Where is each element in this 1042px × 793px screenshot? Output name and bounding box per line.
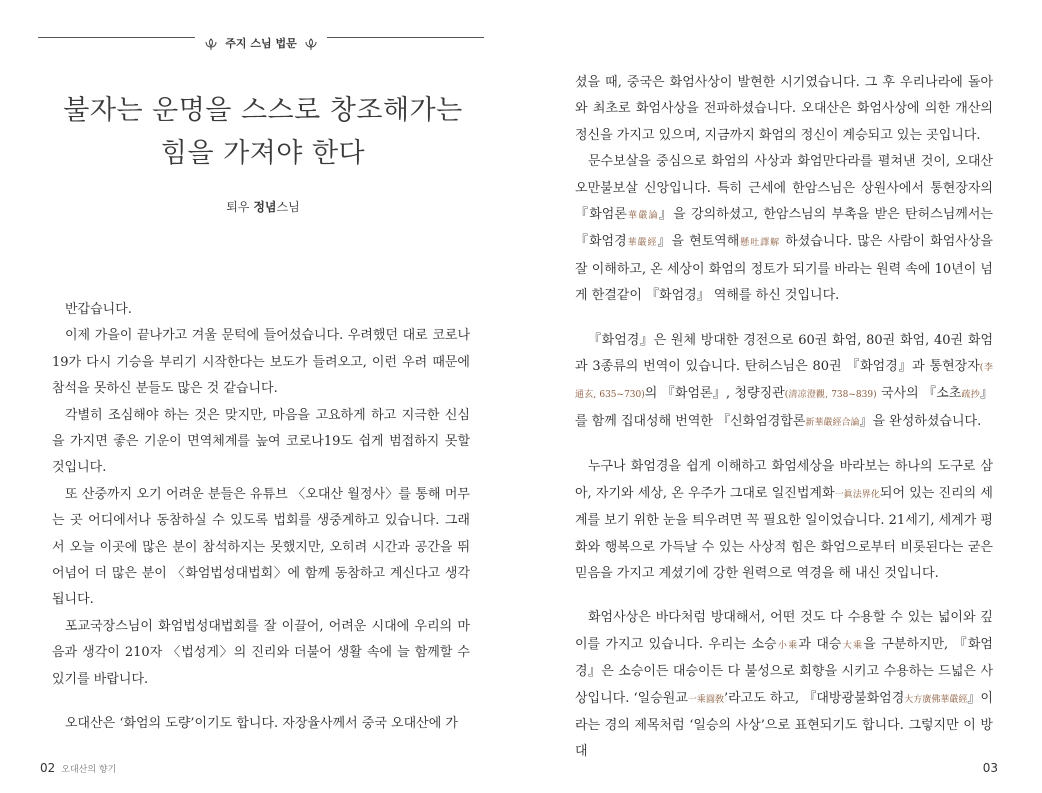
hanja-annotation: 一乘圓敎 [687,694,724,705]
paragraph: 또 산중까지 오기 어려운 분들은 유튜브 〈오대산 월정사〉를 통해 머무는 곳 어디에서나 동참하실 수 있도록 법회를 생중계하고 있습니다. 그래서 오늘 이곳에 많은 분이 참석하지는 못했지만, 오히려 시간과 공간을 뛰어넘어 더 많은 분이 〈화엄법성대법회〉에 함께 동참하고 계신다고 생각됩니다. [52,486,470,608]
left-page-number: 02 [40,761,56,775]
lotus-icon [305,38,317,50]
hanja-annotation: 懸吐譯解 [739,238,781,249]
right-folio [983,757,998,776]
left-body-text [52,297,470,738]
right-body-text [575,70,993,766]
section-label: 주지 스님 법문 [225,37,297,50]
hanja-annotation: (淸凉澄觀, 738~839) [784,390,877,401]
hanja-annotation: 小乘 [776,640,799,651]
right-page [521,0,1042,793]
byline [40,198,486,215]
lotus-icon [205,38,217,50]
article-title-line-1: 불자는 운명을 스스로 창조해가는 [63,95,463,126]
hanja-annotation: 大方廣佛華嚴經 [904,694,968,705]
paragraph: 반갑습니다. [65,302,132,317]
paragraph: 『화엄경』은 원체 방대한 경전으로 60권 화엄, 80권 화엄, 40권 화엄과 3종류의 번역이 있습니다. 탄허스님은 80권 『화엄경』과 통현장자(李通玄, 635~730)의 『화엄론』, 청량징관(淸凉澄觀, 738~839) 국사의 『소초疏抄』를 함께 집대성해 번역한 『신화엄경합론新華嚴經合論』을 완성하셨습니다. [575,332,994,429]
byline-suffix: 스님 [276,200,300,214]
hanja-annotation: 疏抄 [961,390,980,401]
paragraph: 각별히 조심해야 하는 것은 맞지만, 마음을 고요하게 하고 지극한 신심을 가지면 좋은 기운이 면역체계를 높여 코로나19도 쉽게 범접하지 못할 것입니다. [52,407,470,476]
right-page-number: 03 [982,761,998,775]
paragraph: 셨을 때, 중국은 화엄사상이 발현한 시기였습니다. 그 후 우리나라에 돌아와 최초로 화엄사상을 전파하셨습니다. 오대산은 화엄사상에 의한 개산의 정신을 가지고 있으며, 지금까지 화엄의 정신이 계승되고 있는 곳입니다. [575,75,993,143]
byline-prefix: 퇴우 [226,200,250,214]
paragraph: 누구나 화엄경을 쉽게 이해하고 화엄세상을 바라보는 하나의 도구로 삼아, 자기와 세상, 온 우주가 그대로 일진법계화一眞法界化되어 있는 진리의 세계를 보기 위한 눈을 틔우려면 꼭 필요한 일이었습니다. 21세기, 세계가 평화와 행복으로 가득날 수 있는 사상적 힘은 화엄으로부터 비롯된다는 굳은 믿음을 가지고 계셨기에 강한 원력으로 역경을 해 내신 것입니다. [575,459,993,581]
hanja-annotation: 大乘 [841,640,864,651]
magazine-name: 오대산의 향기 [61,765,117,775]
paragraph: 포교국장스님이 화엄법성대법회를 잘 이끌어, 어려운 시대에 우리의 마음과 생각이 210자 〈법성게〉의 진리와 더불어 생활 속에 늘 함께할 수 있기를 바랍니다. [52,618,470,687]
left-folio [40,757,116,776]
paragraph: 문수보살을 중심으로 화엄의 사상과 화엄만다라를 펼쳐낸 것이, 오대산 오만불보살 신앙입니다. 특히 근세에 한암스님은 상원사에서 통현장자의 『화엄론華嚴論』을 강의하셨고, 한암스님의 부촉을 받은 탄허스님께서는 『화엄경華嚴經』을 현토역해懸吐譯解 하셨습니다. 많은 사람이 화엄사상을 잘 이해하고, 온 세상이 화엄의 정토가 되기를 바라는 원력 속에 10년이 넘게 한결같이 『화엄경』 역해를 하신 것입니다. [575,154,993,304]
author-name: 정념 [253,200,277,214]
paragraph: 화엄사상은 바다처럼 방대해서, 어떤 것도 다 수용할 수 있는 넓이와 깊이를 가지고 있습니다. 우리는 소승小乘과 대승大乘을 구분하지만, 『화엄경』은 소승이든 대승이든 다 불성으로 회향을 시키고 수용하는 드넓은 사상입니다. ‘일승원교一乘圓敎’라고도 하고, 『대방광불화엄경大方廣佛華嚴經』이라는 경의 제목처럼 ‘일승의 사상’으로 표현되기도 합니다. 그렇지만 이 방대 [575,610,993,760]
hanja-annotation: 新華嚴經合論 [805,417,860,428]
hanja-annotation: 華嚴論 [626,211,659,222]
paragraph: 이제 가을이 끝나가고 겨울 문턱에 들어섰습니다. 우려했던 대로 코로나 19가 다시 기승을 부리기 시작한다는 보도가 들려오고, 이런 우려 때문에 참석을 못하신 분들도 많은 것 같습니다. [52,328,470,397]
hanja-annotation: 華嚴經 [626,238,658,249]
hanja-annotation: (李通玄, 635~730) [575,363,994,401]
hanja-annotation: 一眞法界化 [834,489,880,500]
paragraph: 오대산은 ‘화엄의 도량’이기도 합니다. 자장율사께서 중국 오대산에 가 [65,716,458,732]
article-title-line-2: 힘을 가져야 한다 [160,138,366,169]
section-header [38,30,484,52]
